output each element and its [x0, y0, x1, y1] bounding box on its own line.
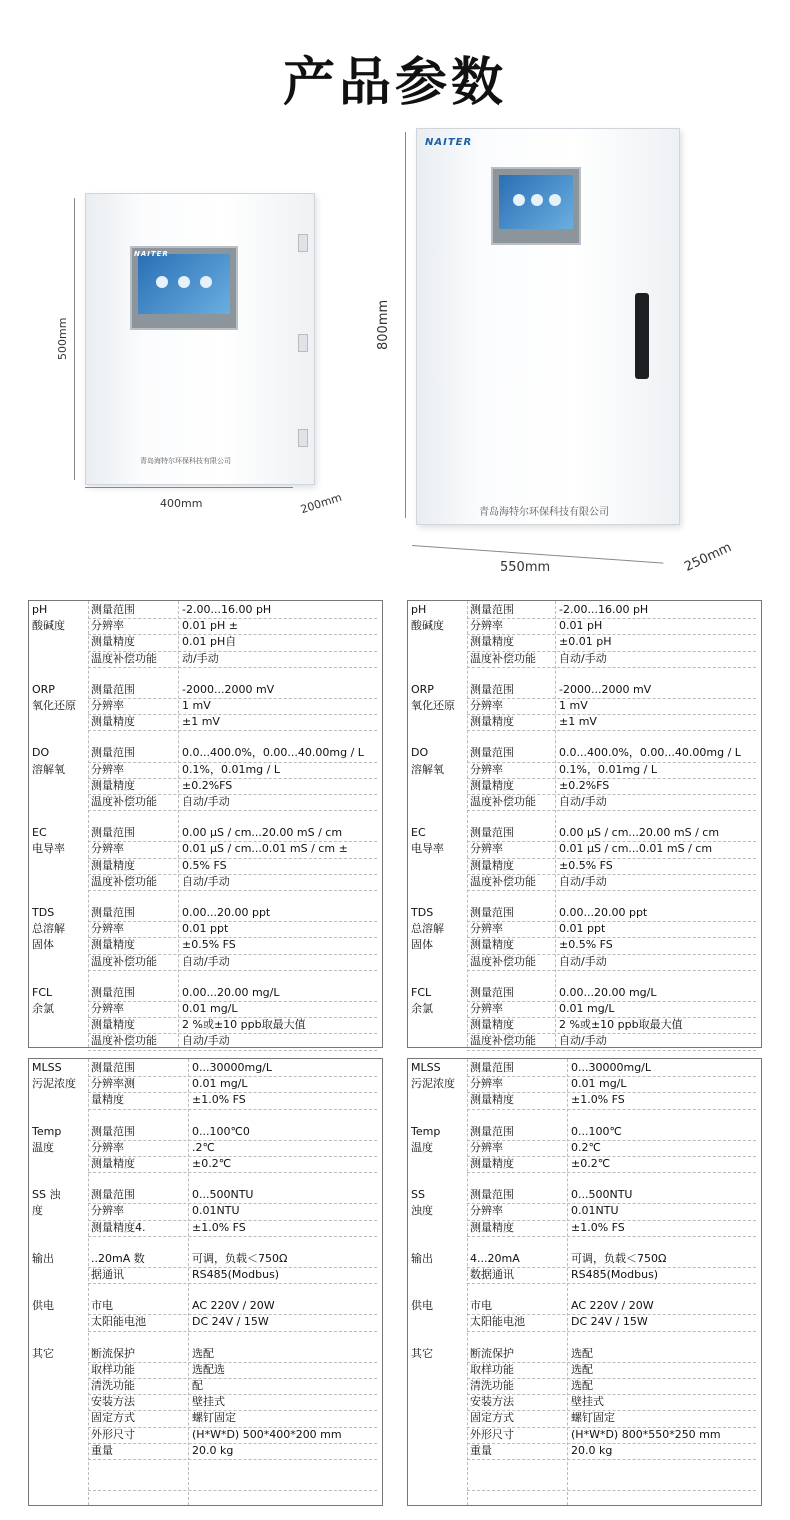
row-divider [467, 1050, 756, 1051]
spec-value: ±0.2℃ [192, 1157, 232, 1170]
spec-value: (H*W*D) 500*400*200 mm [192, 1427, 342, 1441]
spec-item: 分辨率 [91, 1002, 124, 1015]
spec-value: 0.01 pH [559, 619, 603, 633]
spec-item: 测量精度 [91, 715, 135, 729]
spec-value: 自动/手动 [559, 954, 607, 968]
row-divider [467, 1459, 756, 1460]
row-divider [88, 1490, 377, 1491]
spec-item: 测量范围 [91, 603, 135, 616]
spec-item: 清洗功能 [470, 1379, 514, 1392]
parameter-name: 电导率 [411, 842, 444, 856]
spec-item: 市电 [91, 1299, 113, 1313]
row-divider [467, 1140, 756, 1141]
parameter-name: 污泥浓度 [411, 1077, 455, 1091]
parameter-name: 温度 [32, 1140, 54, 1154]
spec-value: ±0.01 pH [559, 635, 612, 649]
spec-item: 测量精度 [91, 1018, 135, 1032]
row-divider [88, 667, 377, 668]
spec-item: 分辨率 [470, 619, 503, 633]
spec-value: ±1.0% FS [571, 1220, 625, 1234]
spec-table [28, 1058, 383, 1506]
spec-item: 4...20mA [470, 1251, 520, 1265]
row-divider [467, 698, 756, 699]
spec-value: ±0.2%FS [182, 778, 233, 792]
spec-item: 分辨率 [91, 1140, 124, 1154]
spec-value: 0...30000mg/L [571, 1061, 652, 1074]
spec-item: 测量精度 [470, 1220, 514, 1234]
company-name: 青岛海特尔环保科技有限公司 [140, 457, 231, 465]
spec-value: ±1.0% FS [192, 1093, 246, 1107]
spec-value: 0.01NTU [192, 1204, 240, 1218]
spec-value: 动/手动 [182, 651, 219, 665]
spec-item: 测量范围 [470, 985, 514, 999]
parameter-name: 总溶解 [411, 922, 444, 936]
parameter-name: TDS [411, 906, 434, 919]
spec-value: 0.00...20.00 ppt [559, 906, 648, 919]
spec-value: 可调，负载＜750Ω [571, 1251, 667, 1265]
row-divider [88, 1109, 377, 1110]
spec-item: 外形尺寸 [91, 1427, 135, 1441]
spec-value: 自动/手动 [559, 1034, 607, 1048]
column-divider [555, 601, 556, 1047]
spec-value: ±0.2%FS [559, 778, 610, 792]
spec-item: 测量精度 [470, 938, 514, 952]
spec-item: 温度补偿功能 [470, 1034, 536, 1048]
spec-item: 固定方式 [91, 1411, 135, 1425]
parameter-name: 浊度 [411, 1204, 433, 1218]
spec-value: 自动/手动 [182, 954, 230, 968]
spec-item: 分辨率 [91, 619, 124, 633]
spec-item: 测量精度4. [91, 1220, 146, 1234]
parameter-name: 电导率 [32, 842, 65, 856]
spec-value: ±0.2℃ [571, 1157, 611, 1170]
parameter-name: FCL [32, 985, 53, 999]
spec-item: 测量范围 [470, 1188, 514, 1202]
spec-item: 市电 [470, 1299, 492, 1313]
spec-item: 测量范围 [91, 985, 135, 999]
spec-value: 自动/手动 [182, 874, 230, 888]
column-divider [467, 1059, 468, 1505]
parameter-name: 溶解氧 [411, 762, 444, 776]
spec-item: 测量范围 [470, 746, 514, 760]
spec-item: 分辨率 [470, 699, 503, 712]
spec-item: 太阳能电池 [91, 1315, 146, 1329]
spec-item: 分辨率 [91, 842, 124, 856]
parameter-name: EC [411, 826, 426, 840]
spec-value: 选配 [571, 1346, 593, 1360]
spec-item: 测量范围 [470, 1061, 514, 1074]
parameter-name: 余氯 [411, 1002, 433, 1015]
spec-item: 取样功能 [91, 1362, 135, 1376]
spec-item: 数据通讯 [470, 1268, 514, 1281]
door-handle [635, 293, 649, 379]
page-title: 产品参数 [282, 52, 507, 113]
spec-value: 0.01 mg/L [192, 1077, 248, 1091]
parameter-name: Temp [411, 1124, 441, 1138]
spec-item: 外形尺寸 [470, 1427, 514, 1441]
spec-item: 温度补偿功能 [91, 651, 157, 665]
spec-value: RS485(Modbus) [571, 1268, 659, 1281]
spec-value: .2℃ [192, 1140, 215, 1154]
parameter-name: Temp [32, 1124, 62, 1138]
spec-value: ±1.0% FS [571, 1093, 625, 1107]
spec-value: 0.01 ppt [182, 922, 229, 936]
spec-item: 分辨率 [91, 1204, 124, 1218]
parameter-name: 氧化还原 [32, 699, 76, 712]
spec-value: ±0.5% FS [182, 938, 236, 952]
spec-value: 20.0 kg [571, 1443, 613, 1457]
row-divider [467, 1172, 756, 1173]
row-divider [467, 1109, 756, 1110]
spec-value: 选配选 [192, 1362, 225, 1376]
spec-value: 0.00 μS / cm...20.00 mS / cm [559, 826, 720, 840]
spec-table [28, 600, 383, 1048]
spec-value: 选配 [571, 1362, 593, 1376]
parameter-name: FCL [411, 985, 432, 999]
spec-item: 测量精度 [470, 715, 514, 729]
small-cabinet [85, 193, 315, 485]
spec-value: 选配 [571, 1379, 593, 1392]
spec-value: 0.2℃ [571, 1140, 601, 1154]
small-height-label: 500mm [56, 317, 69, 360]
row-divider [467, 730, 756, 731]
spec-item: 测量范围 [91, 1061, 135, 1074]
spec-value: ±0.5% FS [559, 938, 613, 952]
spec-value: 0.0...400.0%，0.00...40.00mg / L [182, 746, 364, 760]
row-divider [467, 667, 756, 668]
parameter-name: 其它 [411, 1346, 433, 1360]
spec-item: 分辨率 [470, 762, 503, 776]
spec-item: 温度补偿功能 [91, 954, 157, 968]
parameter-name: 度 [32, 1204, 43, 1218]
spec-value: 0...30000mg/L [192, 1061, 273, 1074]
spec-value: 自动/手动 [182, 795, 230, 808]
parameter-name: 供电 [32, 1299, 54, 1313]
parameter-name: SS [411, 1188, 425, 1202]
spec-value: ±1 mV [182, 715, 220, 729]
hinge [298, 234, 308, 252]
spec-item: 重量 [470, 1443, 492, 1457]
spec-item: 测量精度 [470, 858, 514, 872]
parameter-name: 总溶解 [32, 922, 65, 936]
parameter-name: MLSS [32, 1061, 62, 1074]
spec-value: 0.00 μS / cm...20.00 mS / cm [182, 826, 343, 840]
spec-table [407, 600, 762, 1048]
parameter-name: 氧化还原 [411, 699, 455, 712]
spec-item: 测量范围 [470, 826, 514, 840]
spec-item: 测量范围 [91, 906, 135, 919]
spec-item: 分辨率 [470, 1140, 503, 1154]
spec-item: 安装方法 [91, 1395, 135, 1409]
spec-item: 温度补偿功能 [470, 651, 536, 665]
parameter-name: EC [32, 826, 47, 840]
spec-item: ..20mA 数 [91, 1251, 145, 1265]
spec-item: 测量精度 [470, 1018, 514, 1032]
row-divider [88, 1172, 377, 1173]
spec-value: AC 220V / 20W [571, 1299, 654, 1313]
row-divider [467, 970, 756, 971]
small-width-label: 400mm [160, 497, 203, 510]
row-divider [88, 698, 377, 699]
spec-item: 测量精度 [470, 1093, 514, 1107]
spec-item: 分辨率 [91, 922, 124, 936]
row-divider [467, 1490, 756, 1491]
spec-item: 测量范围 [91, 826, 135, 840]
spec-item: 温度补偿功能 [91, 874, 157, 888]
parameter-name: ORP [411, 682, 434, 696]
spec-value: 0.5% FS [182, 858, 227, 872]
spec-value: DC 24V / 15W [192, 1315, 269, 1329]
spec-item: 温度补偿功能 [470, 954, 536, 968]
spec-value: -2000...2000 mV [559, 682, 652, 696]
spec-value: 0.01 mg/L [182, 1002, 238, 1015]
spec-item: 测量精度 [470, 778, 514, 792]
spec-value: 可调，负载＜750Ω [192, 1251, 288, 1265]
spec-item: 安装方法 [470, 1395, 514, 1409]
spec-item: 测量范围 [470, 1124, 514, 1138]
row-divider [467, 810, 756, 811]
spec-value: 壁挂式 [192, 1395, 225, 1409]
large-height-label: 800mm [376, 299, 391, 350]
spec-value: 1 mV [559, 699, 588, 712]
spec-item: 测量精度 [91, 635, 135, 649]
spec-item: 分辨率 [91, 699, 124, 712]
spec-item: 温度补偿功能 [470, 874, 536, 888]
spec-value: 0...500NTU [571, 1188, 633, 1202]
parameter-name: SS 浊 [32, 1188, 61, 1202]
parameter-name: 酸碱度 [411, 619, 444, 633]
spec-value: DC 24V / 15W [571, 1315, 648, 1329]
spec-item: 固定方式 [470, 1411, 514, 1425]
spec-value: 自动/手动 [559, 874, 607, 888]
spec-value: -2000...2000 mV [182, 682, 275, 696]
spec-value: 0.0...400.0%，0.00...40.00mg / L [559, 746, 741, 760]
spec-item: 重量 [91, 1443, 113, 1457]
spec-value: 2 %或±10 ppb取最大值 [182, 1018, 306, 1032]
parameter-name: 余氯 [32, 1002, 54, 1015]
spec-item: 温度补偿功能 [91, 1034, 157, 1048]
parameter-name: DO [411, 746, 429, 760]
spec-value: 0.01 μS / cm...0.01 mS / cm ± [182, 842, 348, 856]
small-depth-label: 200mm [299, 490, 344, 517]
company-name: 青岛海特尔环保科技有限公司 [479, 507, 609, 518]
spec-value: AC 220V / 20W [192, 1299, 275, 1313]
width-dimension-line [85, 487, 293, 488]
spec-value: 0.01 pH ± [182, 619, 238, 633]
spec-item: 分辨率 [470, 922, 503, 936]
height-dimension-line [74, 198, 75, 480]
spec-value: 0.00...20.00 mg/L [559, 985, 657, 999]
row-divider [467, 1331, 756, 1332]
parameter-name: 输出 [32, 1251, 54, 1265]
spec-value: 0.01 mg/L [559, 1002, 615, 1015]
parameter-name: TDS [32, 906, 55, 919]
spec-value: -2.00...16.00 pH [182, 603, 272, 616]
large-width-label: 550mm [500, 560, 551, 575]
parameter-name: MLSS [411, 1061, 441, 1074]
spec-value: 20.0 kg [192, 1443, 234, 1457]
spec-value: 0.01 μS / cm...0.01 mS / cm [559, 842, 713, 856]
parameter-name: 其它 [32, 1346, 54, 1360]
spec-item: 太阳能电池 [470, 1315, 525, 1329]
spec-item: 测量范围 [470, 682, 514, 696]
spec-item: 据通讯 [91, 1268, 124, 1281]
spec-value: (H*W*D) 800*550*250 mm [571, 1427, 721, 1441]
hinge [298, 429, 308, 447]
row-divider [88, 730, 377, 731]
parameter-name: 酸碱度 [32, 619, 65, 633]
row-divider [467, 1283, 756, 1284]
parameter-name: DO [32, 746, 50, 760]
row-divider [467, 921, 756, 922]
spec-item: 分辨率测 [91, 1077, 135, 1091]
row-divider [88, 890, 377, 891]
column-divider [88, 1059, 89, 1505]
spec-item: 清洗功能 [91, 1379, 135, 1392]
parameter-name: 温度 [411, 1140, 433, 1154]
spec-table [407, 1058, 762, 1506]
spec-item: 分辨率 [470, 1204, 503, 1218]
spec-item: 分辨率 [470, 842, 503, 856]
spec-item: 温度补偿功能 [91, 795, 157, 808]
spec-value: 1 mV [182, 699, 211, 712]
parameter-name: 供电 [411, 1299, 433, 1313]
row-divider [88, 1050, 377, 1051]
spec-item: 测量精度 [91, 778, 135, 792]
spec-value: 0.00...20.00 ppt [182, 906, 271, 919]
spec-value: 2 %或±10 ppb取最大值 [559, 1018, 683, 1032]
parameter-name: 固体 [32, 938, 54, 952]
parameter-name: 溶解氧 [32, 762, 65, 776]
parameter-name: ORP [32, 682, 55, 696]
spec-item: 分辨率 [470, 1077, 503, 1091]
row-divider [467, 1236, 756, 1237]
row-divider [88, 1140, 377, 1141]
spec-item: 分辨率 [470, 1002, 503, 1015]
spec-value: 选配 [192, 1346, 214, 1360]
spec-value: 螺钉固定 [192, 1411, 236, 1425]
touch-screen [491, 167, 581, 245]
spec-value: 0...100℃0 [192, 1124, 250, 1138]
spec-value: ±1 mV [559, 715, 597, 729]
hinge [298, 334, 308, 352]
spec-item: 测量范围 [91, 1124, 135, 1138]
spec-item: 断流保护 [91, 1346, 135, 1360]
spec-item: 温度补偿功能 [470, 795, 536, 808]
spec-item: 分辨率 [91, 762, 124, 776]
column-divider [188, 1059, 189, 1505]
spec-item: 测量范围 [91, 1188, 135, 1202]
brand-logo: NAITER [134, 250, 169, 258]
parameter-name: 输出 [411, 1251, 433, 1265]
spec-value: 0.01 mg/L [571, 1077, 627, 1091]
spec-item: 测量范围 [470, 603, 514, 616]
spec-item: 测量精度 [470, 1157, 514, 1170]
row-divider [88, 1459, 377, 1460]
spec-value: 0.00...20.00 mg/L [182, 985, 280, 999]
row-divider [88, 1283, 377, 1284]
row-divider [467, 890, 756, 891]
touch-screen [130, 246, 238, 330]
spec-item: 断流保护 [470, 1346, 514, 1360]
spec-value: 0.1%，0.01mg / L [182, 762, 280, 776]
row-divider [467, 618, 756, 619]
spec-value: ±0.5% FS [559, 858, 613, 872]
spec-value: -2.00...16.00 pH [559, 603, 649, 616]
spec-value: 自动/手动 [182, 1034, 230, 1048]
parameter-name: 污泥浓度 [32, 1077, 76, 1091]
column-divider [88, 601, 89, 1047]
spec-value: RS485(Modbus) [192, 1268, 280, 1281]
spec-value: 配 [192, 1379, 203, 1392]
parameter-name: pH [32, 603, 48, 616]
column-divider [567, 1059, 568, 1505]
spec-value: 0.01 pH自 [182, 635, 237, 649]
column-divider [467, 601, 468, 1047]
column-divider [178, 601, 179, 1047]
spec-value: 自动/手动 [559, 795, 607, 808]
spec-value: ±1.0% FS [192, 1220, 246, 1234]
spec-value: 0...100℃ [571, 1124, 622, 1138]
row-divider [88, 970, 377, 971]
row-divider [88, 921, 377, 922]
parameter-name: 固体 [411, 938, 433, 952]
spec-item: 测量范围 [91, 746, 135, 760]
spec-value: 螺钉固定 [571, 1411, 615, 1425]
large-depth-label: 250mm [682, 540, 734, 575]
row-divider [88, 810, 377, 811]
spec-value: 0.01NTU [571, 1204, 619, 1218]
large-cabinet [416, 128, 680, 525]
spec-item: 量精度 [91, 1093, 124, 1107]
brand-logo: NAITER [425, 137, 473, 148]
spec-value: 0.1%，0.01mg / L [559, 762, 657, 776]
spec-item: 取样功能 [470, 1362, 514, 1376]
spec-item: 测量精度 [91, 1157, 135, 1170]
parameter-name: pH [411, 603, 427, 616]
spec-value: 壁挂式 [571, 1395, 604, 1409]
spec-item: 测量精度 [91, 938, 135, 952]
spec-value: 自动/手动 [559, 651, 607, 665]
spec-value: 0.01 ppt [559, 922, 606, 936]
spec-item: 测量范围 [470, 906, 514, 919]
row-divider [88, 1331, 377, 1332]
spec-item: 测量精度 [470, 635, 514, 649]
height-dimension-line [405, 132, 406, 518]
spec-value: 0...500NTU [192, 1188, 254, 1202]
row-divider [88, 1236, 377, 1237]
spec-item: 测量范围 [91, 682, 135, 696]
spec-item: 测量精度 [91, 858, 135, 872]
